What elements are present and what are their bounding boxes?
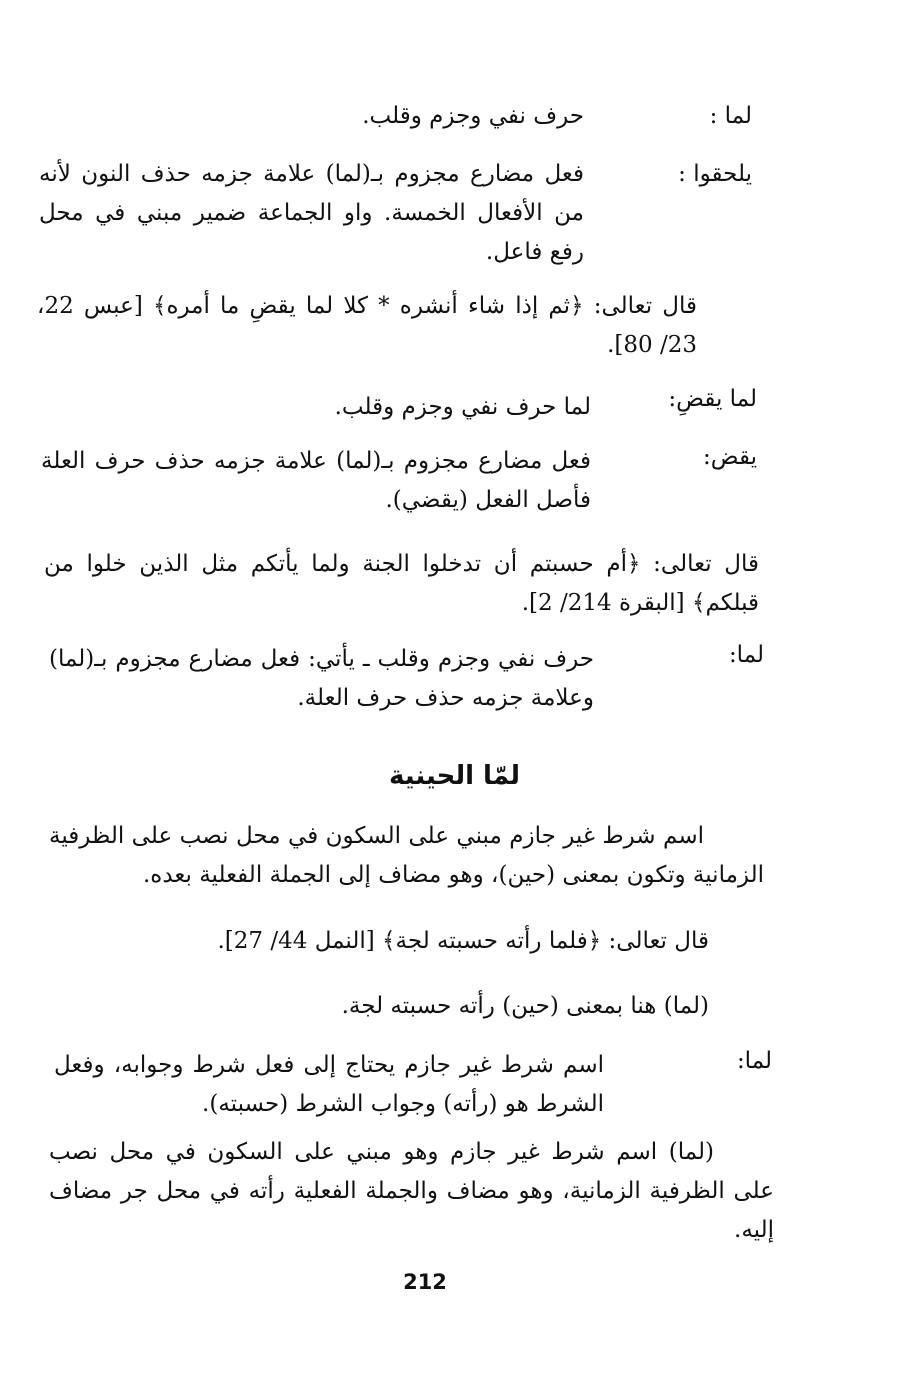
entry-term: يلحقوا : bbox=[678, 161, 752, 187]
entry-text: اسم شرط غير جازم يحتاج إلى فعل شرط وجوابه، وفعل الشرط هو (رأته) وجواب الشرط (حسبته). bbox=[54, 1052, 604, 1117]
entry-term: لما يقضِ: bbox=[668, 386, 757, 412]
entry-text: فعل مضارع مجزوم بـ(لما) علامة جزمه حذف النون لأنه من الأفعال الخمسة. واو الجماعة ضمير مبني في محل رفع فاعل. bbox=[39, 161, 584, 265]
entry-text: لما حرف نفي وجزم وقلب. bbox=[334, 394, 591, 420]
entry-text: حرف نفي وجزم وقلب ـ يأتي: فعل مضارع مجزوم بـ(لما) وعلامة جزمه حذف حرف العلة. bbox=[49, 646, 594, 711]
entry-text: فعل مضارع مجزوم بـ(لما) علامة جزمه حذف حرف العلة فأصل الفعل (يقضي). bbox=[41, 448, 591, 513]
final-paragraph: (لما) اسم شرط غير جازم وهو مبني على السكون في محل نصب على الظرفية الزمانية، وهو مضاف والجملة الفعلية رأته في محل جر مضاف إليه. bbox=[49, 1139, 774, 1243]
entry-term: يقض: bbox=[703, 444, 757, 470]
entry-term: لما: bbox=[728, 642, 764, 668]
section-heading: لمّا الحينية bbox=[388, 761, 521, 791]
definition-paragraph: اسم شرط غير جازم مبني على السكون في محل نصب على الظرفية الزمانية وتكون بمعنى (حين)، وهو مضاف إلى الجملة الفعلية بعده. bbox=[49, 823, 764, 888]
quran-example: قال تعالى: ﴿فلما رأته حسبته لجة﴾ [النمل 44/ 27]. bbox=[217, 928, 709, 954]
meaning-note: (لما) هنا بمعنى (حين) رأته حسبته لجة. bbox=[341, 993, 709, 1019]
entry-term: لما : bbox=[709, 103, 752, 129]
entry-text: حرف نفي وجزم وقلب. bbox=[362, 103, 584, 129]
entry-term: لما: bbox=[736, 1048, 772, 1074]
quran-example: قال تعالى: ﴿أم حسبتم أن تدخلوا الجنة ولما يأتكم مثل الذين خلوا من قبلكم﴾ [البقرة 214/ 2]. bbox=[44, 551, 759, 616]
quran-example: قال تعالى: ﴿ثم إذا شاء أنشره * كلا لما يقضِ ما أمره﴾ [عبس 22، 23/ 80]. bbox=[37, 293, 697, 358]
page-number: 212 bbox=[403, 1270, 447, 1294]
